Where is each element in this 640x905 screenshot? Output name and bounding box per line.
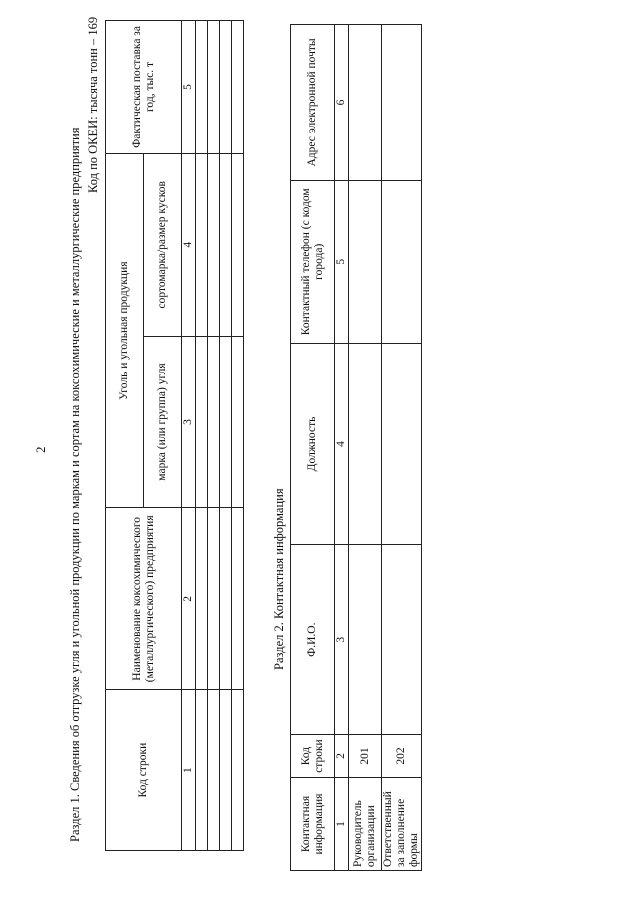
data-cell[interactable] [220,153,232,336]
fio-input-201[interactable] [349,545,382,735]
phone-input-202[interactable] [382,180,422,343]
data-cell[interactable] [220,690,232,851]
row-label-responsible: Ответственный за заполнение формы [382,778,422,871]
header-phone: Контактный телефон (с кодом города) [291,180,335,343]
section1-title: Раздел 1. Сведения об отгрузке угля и угольной продукции по маркам и сортам на коксохимические и металлургические предприятия [68,127,82,842]
col-number: 5 [182,21,196,154]
row-code-202: 202 [382,735,422,778]
section1-table [105,20,244,851]
header-coal-group: Уголь и угольная продукция [106,153,144,508]
header-grade: марка (или группа) угля [144,336,182,508]
col-number: 2 [335,735,349,778]
data-cell[interactable] [232,508,244,690]
header-size: сортомарка/размер кусков [144,153,182,336]
data-cell[interactable] [208,508,220,690]
data-cell[interactable] [196,21,208,154]
col-number: 2 [182,508,196,690]
col-number: 4 [182,153,196,336]
col-number: 5 [335,180,349,343]
data-cell[interactable] [196,153,208,336]
col-number: 3 [182,336,196,508]
row-label-head: Руководитель организации [349,778,382,871]
data-cell[interactable] [208,690,220,851]
data-cell[interactable] [208,336,220,508]
data-cell[interactable] [232,690,244,851]
fio-input-202[interactable] [382,545,422,735]
col-number: 1 [182,690,196,851]
phone-input-201[interactable] [349,180,382,343]
row-code-201: 201 [349,735,382,778]
data-cell[interactable] [208,21,220,154]
position-input-201[interactable] [349,343,382,545]
header-contact: Контактная информация [291,778,335,871]
data-cell[interactable] [220,336,232,508]
data-cell[interactable] [220,508,232,690]
header-supply: Фактическая поставка за год, тыс. т [106,21,182,154]
header-email: Адрес электронной почты [291,25,335,181]
email-input-202[interactable] [382,25,422,181]
col-number: 1 [335,778,349,871]
header-row-code: Код строки [106,690,182,851]
data-cell[interactable] [232,153,244,336]
page-number: 2 [33,446,48,453]
col-number: 6 [335,25,349,181]
okei-note: Код по ОКЕИ: тысяча тонн – 169 [86,16,100,193]
col-number: 3 [335,545,349,735]
data-cell[interactable] [220,21,232,154]
data-cell[interactable] [208,153,220,336]
data-cell[interactable] [196,690,208,851]
section2-table [290,24,422,871]
header-enterprise: Наименование коксохимического (металлургического) предприятия [106,508,182,690]
position-input-202[interactable] [382,343,422,545]
header-fio: Ф.И.О. [291,545,335,735]
header-position: Должность [291,343,335,545]
data-cell[interactable] [232,21,244,154]
data-cell[interactable] [196,336,208,508]
email-input-201[interactable] [349,25,382,181]
data-cell[interactable] [232,336,244,508]
section2-title: Раздел 2. Контактная информация [272,488,286,670]
data-cell[interactable] [196,508,208,690]
header-code: Код строки [291,735,335,778]
col-number: 4 [335,343,349,545]
